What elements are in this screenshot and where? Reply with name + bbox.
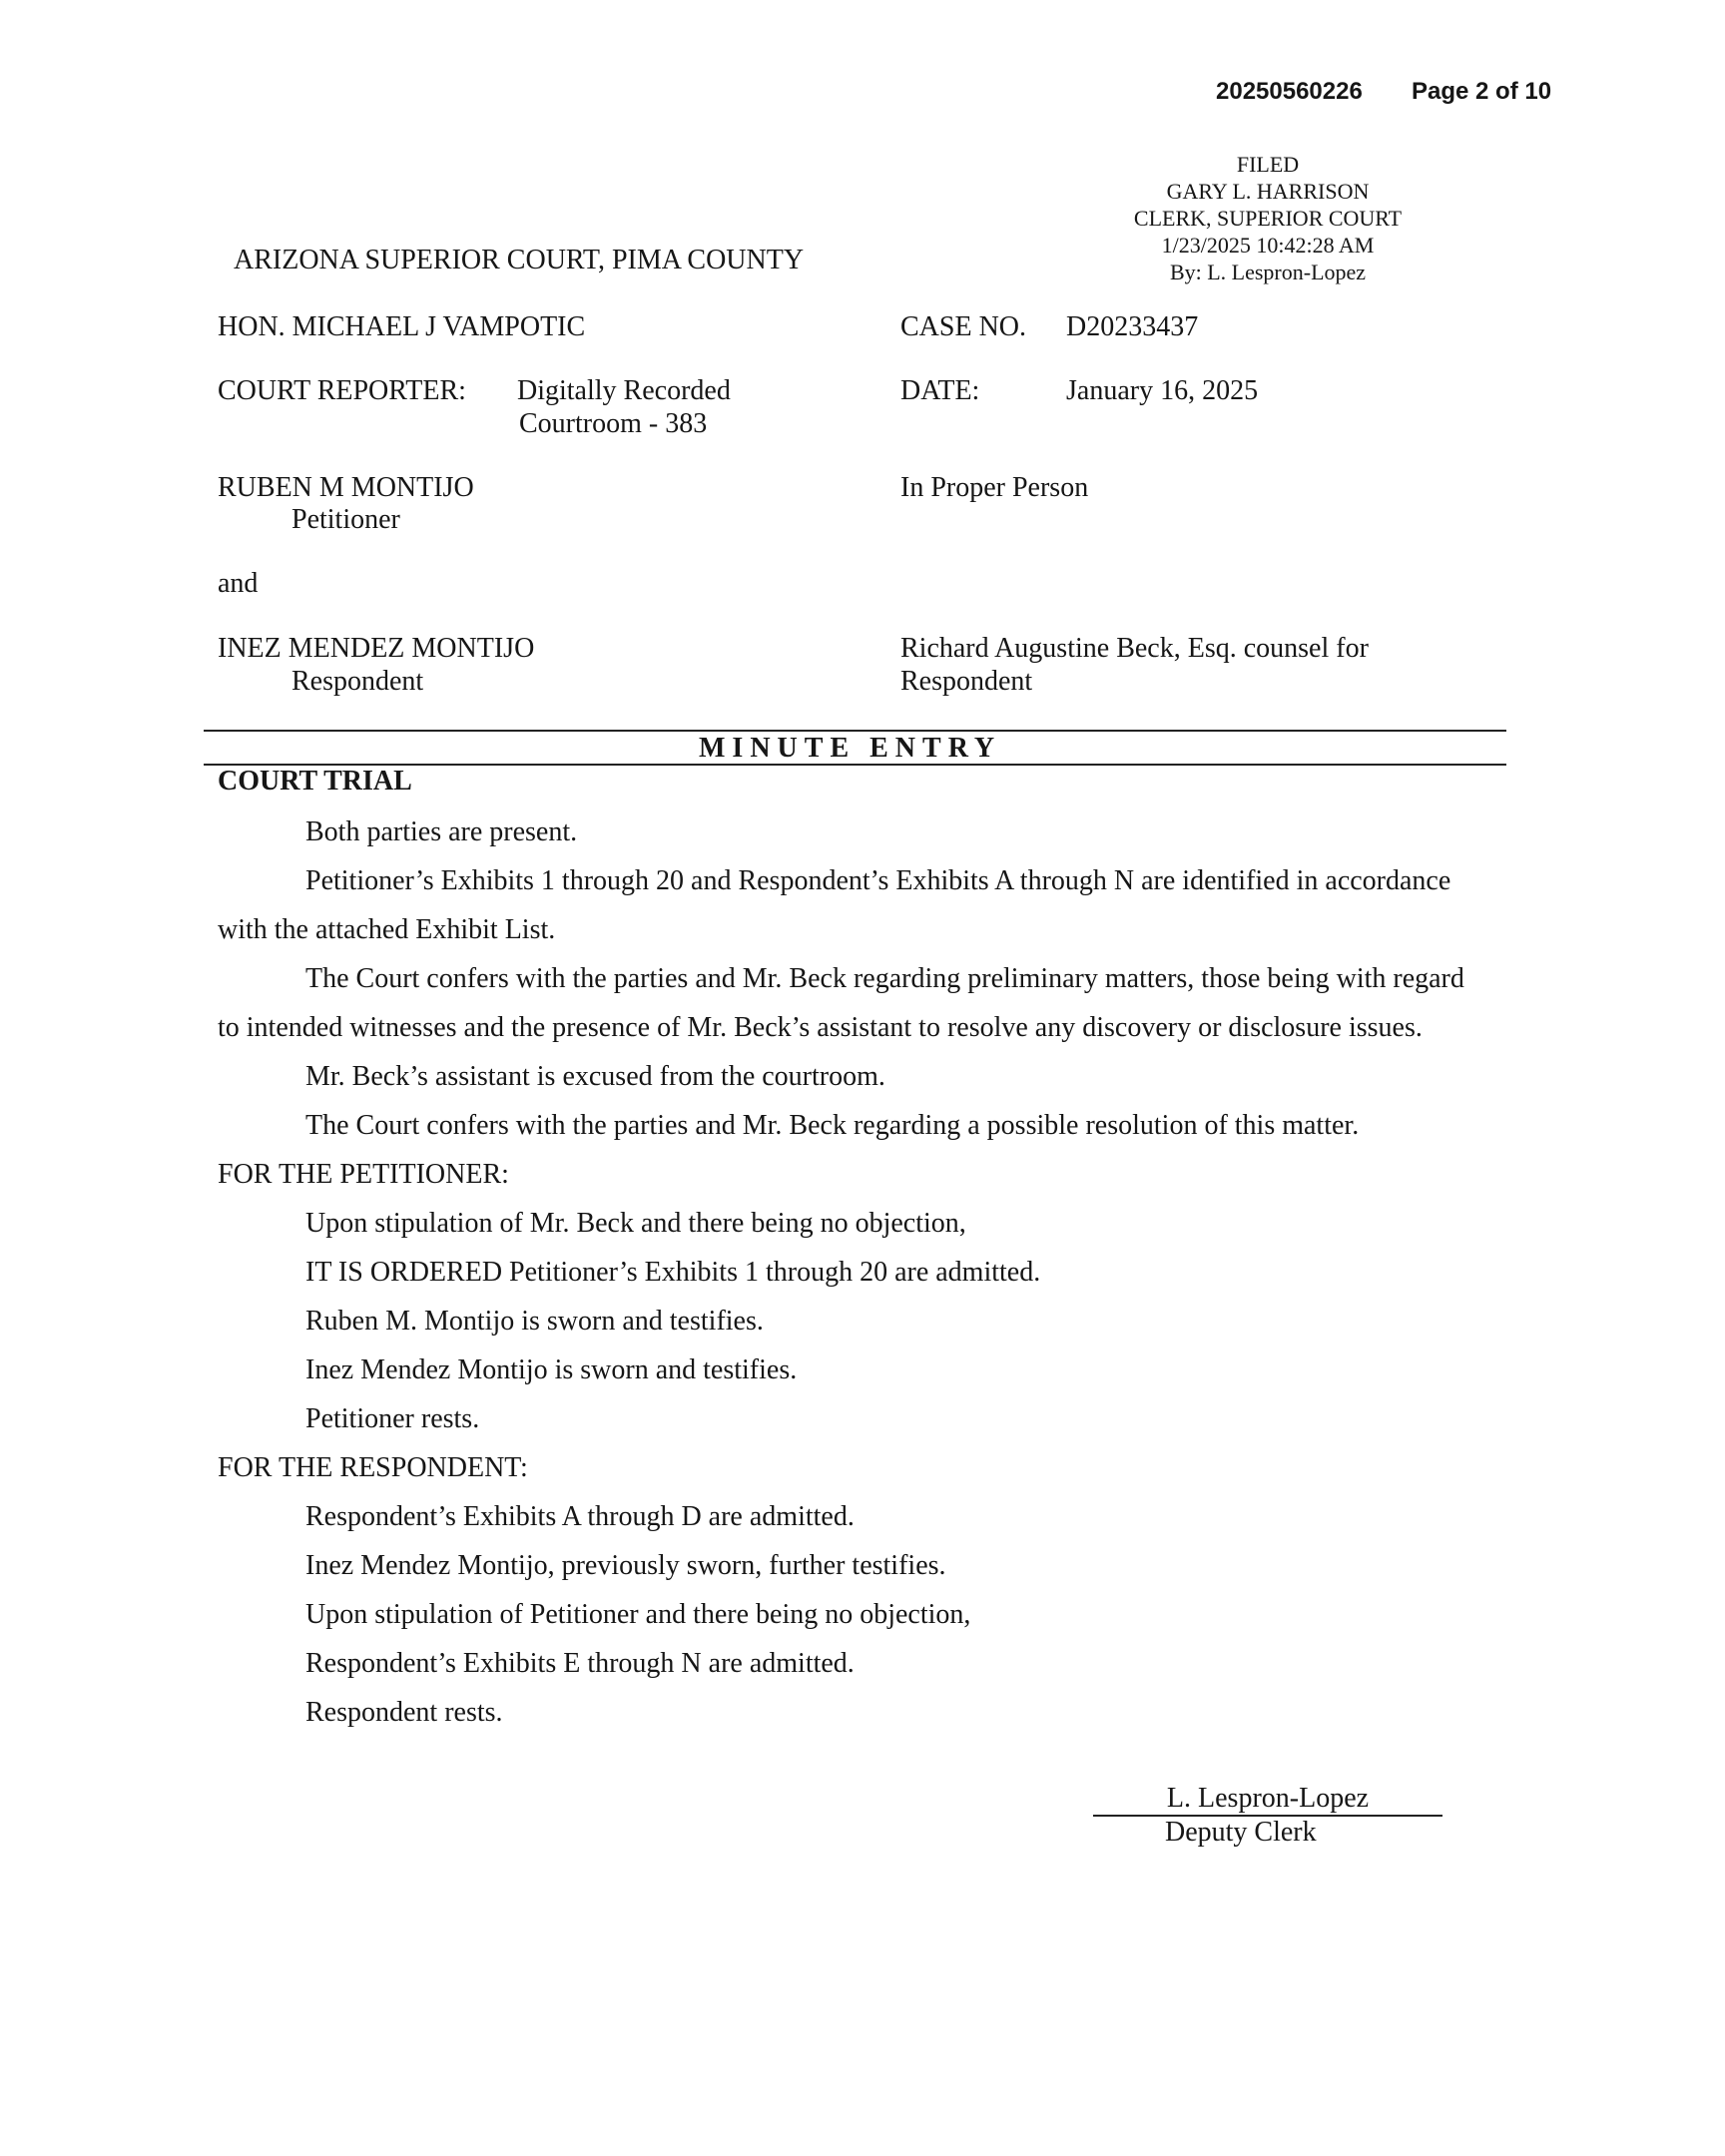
minute-entry-body — [218, 808, 1515, 1737]
respondent-role: Respondent — [291, 666, 424, 697]
judge-name: HON. MICHAEL J VAMPOTIC — [218, 311, 586, 342]
body-paragraph: Respondent’s Exhibits A through D are admitted. — [305, 1501, 855, 1532]
body-paragraph: Respondent’s Exhibits E through N are admitted. — [305, 1648, 855, 1679]
petitioner-counsel: In Proper Person — [900, 472, 1089, 503]
filed-stamp-clerk: GARY L. HARRISON — [1166, 179, 1370, 204]
petitioner-role: Petitioner — [291, 504, 400, 535]
petitioner-heading: FOR THE PETITIONER: — [218, 1159, 509, 1190]
case-number: D20233437 — [1066, 311, 1199, 342]
body-paragraph-continued: with the attached Exhibit List. — [218, 914, 556, 945]
court-reporter-label: COURT REPORTER: — [218, 375, 466, 406]
court-name: ARIZONA SUPERIOR COURT, PIMA COUNTY — [234, 245, 805, 275]
filed-stamp-office: CLERK, SUPERIOR COURT — [1133, 206, 1403, 231]
filed-stamp — [1098, 151, 1438, 285]
courtroom: Courtroom - 383 — [519, 408, 708, 439]
section-title: COURT TRIAL — [218, 766, 412, 797]
signature-name: L. Lespron-Lopez — [1093, 1783, 1442, 1817]
filed-stamp-title: FILED — [1236, 152, 1300, 177]
and-separator: and — [218, 568, 259, 599]
case-number-label: CASE NO. — [900, 311, 1027, 342]
body-paragraph: IT IS ORDERED Petitioner’s Exhibits 1 through 20 are admitted. — [305, 1257, 1041, 1288]
document-number: 20250560226 — [1216, 78, 1363, 105]
date-label: DATE: — [900, 375, 980, 406]
body-paragraph: Inez Mendez Montijo, previously sworn, further testifies. — [305, 1550, 946, 1581]
filed-stamp-timestamp: 1/23/2025 10:42:28 AM — [1161, 233, 1375, 258]
body-paragraph: Ruben M. Montijo is sworn and testifies. — [305, 1306, 764, 1337]
hearing-date: January 16, 2025 — [1066, 375, 1259, 406]
court-reporter-value: Digitally Recorded — [517, 375, 731, 406]
body-paragraph: Inez Mendez Montijo is sworn and testifies. — [305, 1354, 798, 1385]
respondent-counsel-continued: Respondent — [900, 666, 1033, 697]
body-paragraph: The Court confers with the parties and Mr. Beck regarding preliminary matters, those being with regard — [305, 963, 1464, 994]
signature-title: Deputy Clerk — [1165, 1817, 1317, 1848]
top-rule — [204, 730, 1506, 732]
body-paragraph: The Court confers with the parties and Mr. Beck regarding a possible resolution of this matter. — [305, 1110, 1360, 1141]
petitioner-name: RUBEN M MONTIJO — [218, 472, 474, 503]
body-paragraph: Petitioner’s Exhibits 1 through 20 and Respondent’s Exhibits A through N are identified in accordance — [305, 865, 1451, 896]
body-paragraph: Respondent rests. — [305, 1697, 503, 1728]
respondent-counsel: Richard Augustine Beck, Esq. counsel for — [900, 633, 1369, 664]
filed-stamp-by: By: L. Lespron-Lopez — [1169, 260, 1367, 284]
body-paragraph: Petitioner rests. — [305, 1403, 480, 1434]
body-paragraph: Both parties are present. — [305, 816, 578, 847]
respondent-name: INEZ MENDEZ MONTIJO — [218, 633, 535, 664]
body-paragraph: Mr. Beck’s assistant is excused from the courtroom. — [305, 1061, 885, 1092]
page-indicator: Page 2 of 10 — [1412, 78, 1552, 105]
minute-entry-title: MINUTE ENTRY — [699, 733, 1002, 764]
body-paragraph: Upon stipulation of Petitioner and there being no objection, — [305, 1599, 971, 1630]
body-paragraph-continued: to intended witnesses and the presence of Mr. Beck’s assistant to resolve any discovery or disclosure issues. — [218, 1012, 1423, 1043]
respondent-heading: FOR THE RESPONDENT: — [218, 1452, 528, 1483]
body-paragraph: Upon stipulation of Mr. Beck and there being no objection, — [305, 1208, 966, 1239]
